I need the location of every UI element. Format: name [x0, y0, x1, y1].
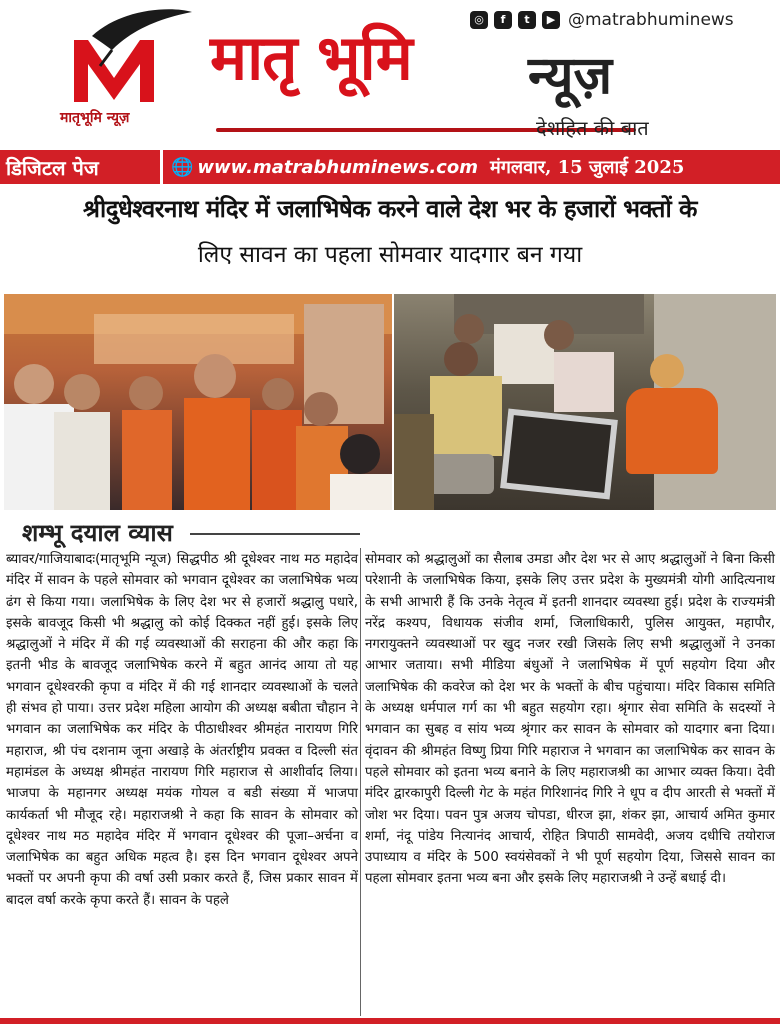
- globe-icon: 🌐: [171, 156, 194, 178]
- footer-strip: [0, 1018, 780, 1024]
- photo-group-devotees: [4, 294, 392, 510]
- website-link[interactable]: www.matrabhuminews.com: [197, 156, 478, 178]
- logo-subtitle: मातृभूमि न्यूज़: [60, 110, 130, 126]
- article-column-left: ब्यावर/गाजियाबादः(मातृभूमि न्यूज) सिद्धपीठ श्री दूधेश्वर नाथ मठ महादेव मंदिर में सावन के पहले सोमवार को भगवान दूधेश्वर का जलाभिषेक भव्य ढंग से किया गया। जलाभिषेक के लिए देश भर से हजारों श्रद्धालु पधारे, इसके बावजूद किसी भी श्रद्धालु को कोई दिक्कत नहीं हुई। इसके लिए श्रद्धालुओं ने मंदिर में की गई व्यवस्थाओं की सराहना की और कहा कि इतनी भीड के बावजूद जलाभिषेक करने में बहुत आनंद आया तो यह भगवान दूधेश्वरकी कृपा व मंदिर में की गई शानदार व्यवस्थाओं के चलते ही संभव हो पाया। उत्तर प्रदेश महिला आयोग की अध्यक्ष बबीता चौहान ने भगवान का जलाभिषेक कर मंदिर के पीठाधीश्वर श्रीमहंत नारायण गिरि महाराज, श्री पंच दशनाम जूना अखाड़े के अंतर्राष्ट्रीय प्रवक्त व दिल्ली संत महामंडल के अध्यक्ष श्रीमहंत नारायण गिरि महाराज से आशीर्वाद लिया। भाजपा के महानगर अध्यक्ष मयंक गोयल व बडी संख्या में भाजपा कार्यकर्ता भी मौजूद रहे। महाराजश्री ने कहा कि सावन के सोमवार को दूधेश्वर नाथ मठ महादेव मंदिर में भगवान दूधेश्वर की पूजा–अर्चना व जलाभिषेक का बहुत अधिक महत्व है। इस दिन भगवान दूधेश्वर अपने भक्तों पर अपनी कृपा की वर्षा उसी प्रकार करते हैं, जिस प्रकार सावन में बादल वर्षा करके कृपा करते हैं। सावन के पहले: [6, 552, 358, 908]
- facebook-icon[interactable]: f: [494, 11, 512, 29]
- social-links: [470, 10, 734, 30]
- tagline: देशहित की बात: [536, 116, 649, 140]
- headline-main: श्रीदुधेश्वरनाथ मंदिर में जलाभिषेक करने वाले देश भर के हजारों भक्तों के: [83, 195, 697, 223]
- publish-date: मंगलवार, 15 जुलाई 2025: [489, 157, 685, 178]
- photo-jalabhishek-ritual: [394, 294, 776, 510]
- section-label: डिजिटल पेज: [6, 155, 99, 180]
- byline: शम्भू दयाल व्यास: [22, 518, 173, 547]
- instagram-icon[interactable]: ◎: [470, 11, 488, 29]
- info-bar: [0, 150, 780, 184]
- byline-rule: [190, 533, 360, 535]
- brand-name-black: न्यूज़: [528, 45, 613, 106]
- headline-sub: लिए सावन का पहला सोमवार यादगार बन गया: [197, 242, 583, 268]
- twitter-icon[interactable]: t: [518, 11, 536, 29]
- column-divider: [360, 548, 361, 1016]
- headline: [0, 192, 780, 269]
- article-column-right: सोमवार को श्रद्धालुओं का सैलाब उमडा और देश भर से आए श्रद्धालुओं ने बिना किसी परेशानी के जलाभिषेक किया, इसके लिए उत्तर प्रदेश के मुख्यमंत्री योगी आदित्यनाथ के सभी आभारी हैं कि उनके नेतृत्व में इतनी शानदार व्यवस्था हुई। प्रदेश के राज्यमंत्री नरेंद्र कश्यप, विधायक संजीव शर्मा, जिलाधिकारी, पुलिस आयुक्त, महापौर, नगरायुक्तने व्यवस्थाओं पर खुद नजर रखी जिसके लिए सभी श्रद्धालुओं ने उनका आभार जताया। सभी मीडिया बंधुओं ने जलाभिषेक में पूर्ण सहयोग दिया और जलाभिषेक की कवरेज को देश भर के भक्तों के बीच पहुंचाया। मंदिर विकास समिति के अध्यक्ष धर्मपाल गर्ग का भी बहुत सहयोग रहा। श्रृंगार सेवा समिति के सदस्यों ने भगवान का सुबह व सांय भव्य श्रृंगार कर सावन के सोमवार को यादगार बना दिया। वृंदावन की श्रीमहंत विष्णु प्रिया गिरि महाराज ने भगवान का जलाभिषेक कर सावन के पहले सोमवार को इतना भव्य बनाने के लिए महाराजश्री का आभार व्यक्त किया। देवी मंदिर द्वारकापुरी दिल्ली गेट के महंत गिरिशानंद गिरि ने धूप व दीप आरती से भक्तों में जोश भर दिया। पवन पुत्र अजय चोपडा, धीरज झा, शंकर झा, आचार्य अमित कुमार शर्मा, नंदू पांडेय नित्यानंद आचार्य, रोहित त्रिपाठी सामवेदी, अजय दधीचि तयोराज उपाध्याय व मंदिर के 500 स्वयंसेवकों ने भी पूर्ण सहयोग दिया, जिससे सावन का पहला सोमवार इतना भव्य बना और इसके लिए महाराजश्री ने उन्हें बधाई दी।: [365, 552, 775, 887]
- social-handle[interactable]: @matrabhuminews: [568, 10, 734, 30]
- divider: [160, 150, 163, 184]
- brand-name-red: मातृ भूमि: [210, 21, 412, 94]
- youtube-icon[interactable]: ▶: [542, 11, 560, 29]
- masthead: [0, 0, 780, 148]
